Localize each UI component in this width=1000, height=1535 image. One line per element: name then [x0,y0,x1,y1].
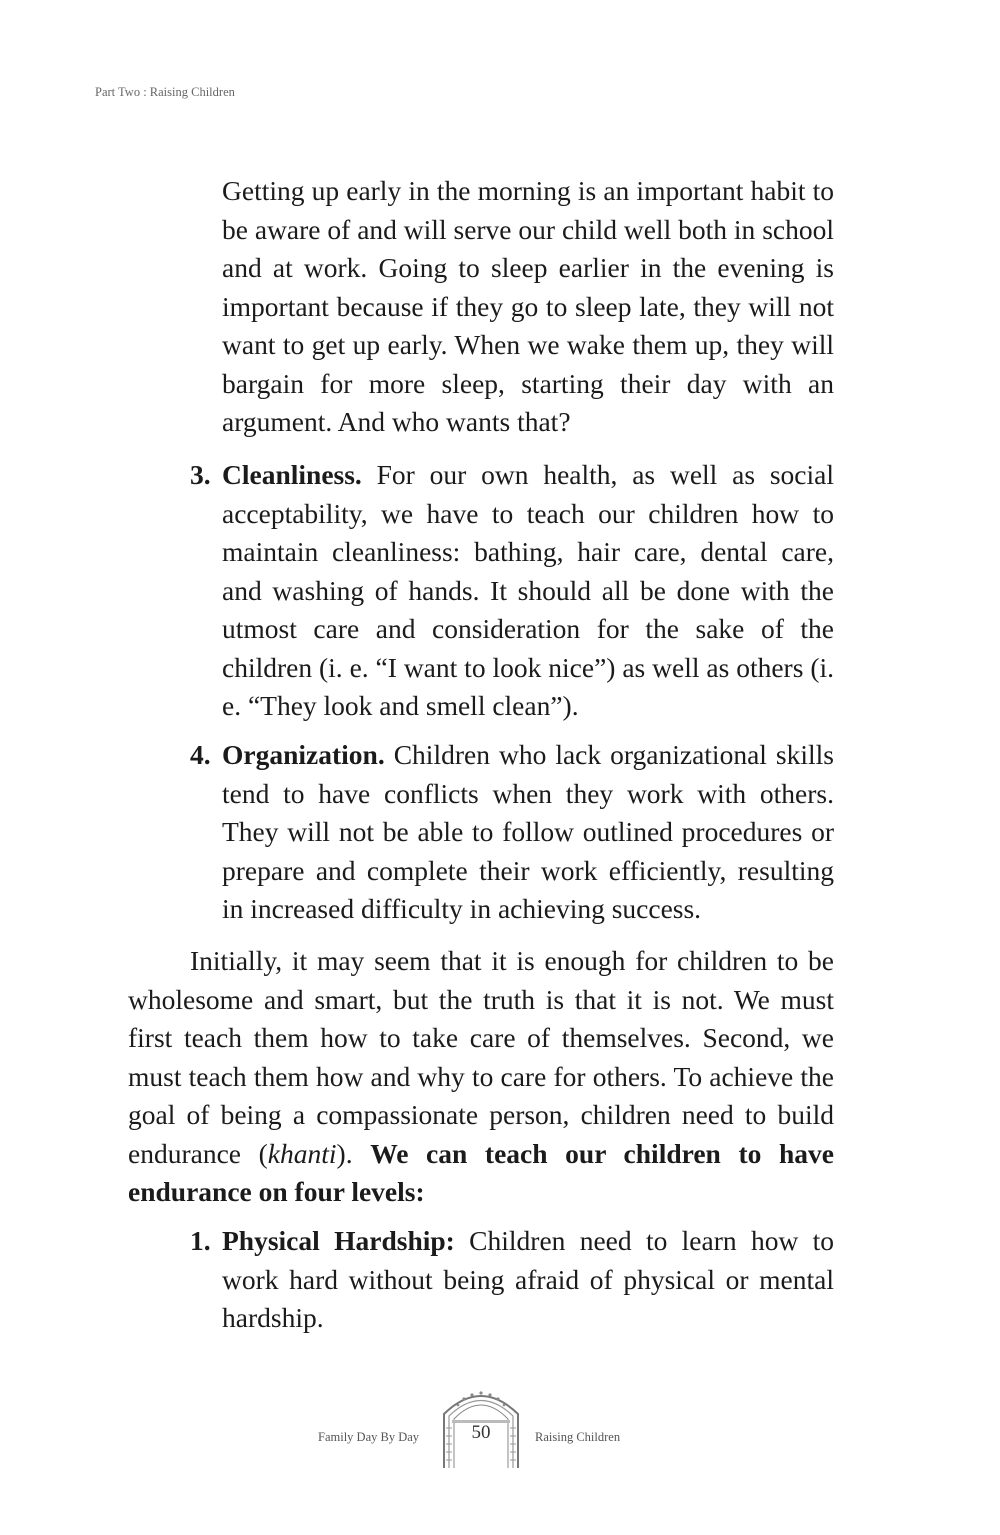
page-number: 50 [471,1422,491,1443]
list-term: Organization. [222,739,385,770]
list-item-organization [190,736,834,929]
list-term: Cleanliness. [222,459,362,490]
list-text: Children need to learn how to work hard without being afraid of physical or mental hardship. [222,1225,835,1333]
italic-term: khanti [267,1137,337,1169]
list-number: 3. [190,459,211,490]
paragraph-endurance [128,942,834,1212]
bold-emphasis: We can teach our children to have endurance on four levels: [128,1137,835,1207]
footer-book-title: Family Day By Day [318,1430,420,1444]
list-text: For our own health, as well as social acceptability, we have to teach our children how to maintain cleanliness: bathing, hair care, dental care, and washing of hands. It should all be done with the utmost care and consideration for the sake of the children (i. e. “I want to look nice”) as well as others (i. e. “They look and smell clean”). [222,459,835,721]
list-item-cleanliness [190,456,834,726]
list-number: 4. [190,739,211,770]
paragraph-text-end: ). [336,1137,353,1169]
page-footer [0,1384,1000,1474]
list-term: Physical Hardship: [222,1225,455,1256]
paragraph-text: Initially, it may seem that it is enough for children to be wholesome and smart, but the truth is that it is not. We must first teach them how to take care of themselves. Second, we must teach them how and why to care for others. To achieve the goal of being a compassionate person, children need to build endurance ( [128,945,834,1169]
list-text: Children who lack organizational skills tend to have conflicts when they work with others. They will not be able to follow outlined procedures or prepare and complete their work efficiently, resulting in increased difficulty in achieving success. [222,739,834,924]
footer-chapter-title: Raising Children [535,1430,621,1444]
list-item-physical-hardship [190,1222,834,1338]
running-head: Part Two : Raising Children [95,85,235,99]
list-number: 1. [190,1225,211,1256]
paragraph-continuation: Getting up early in the morning is an important habit to be aware of and will serve our child well both in school and at work. Going to sleep earlier in the evening is important because if they go to sleep late, they will not want to get up early. When we wake them up, they will bargain for more sleep, starting their day with an argument. And who wants that? [222,175,834,437]
